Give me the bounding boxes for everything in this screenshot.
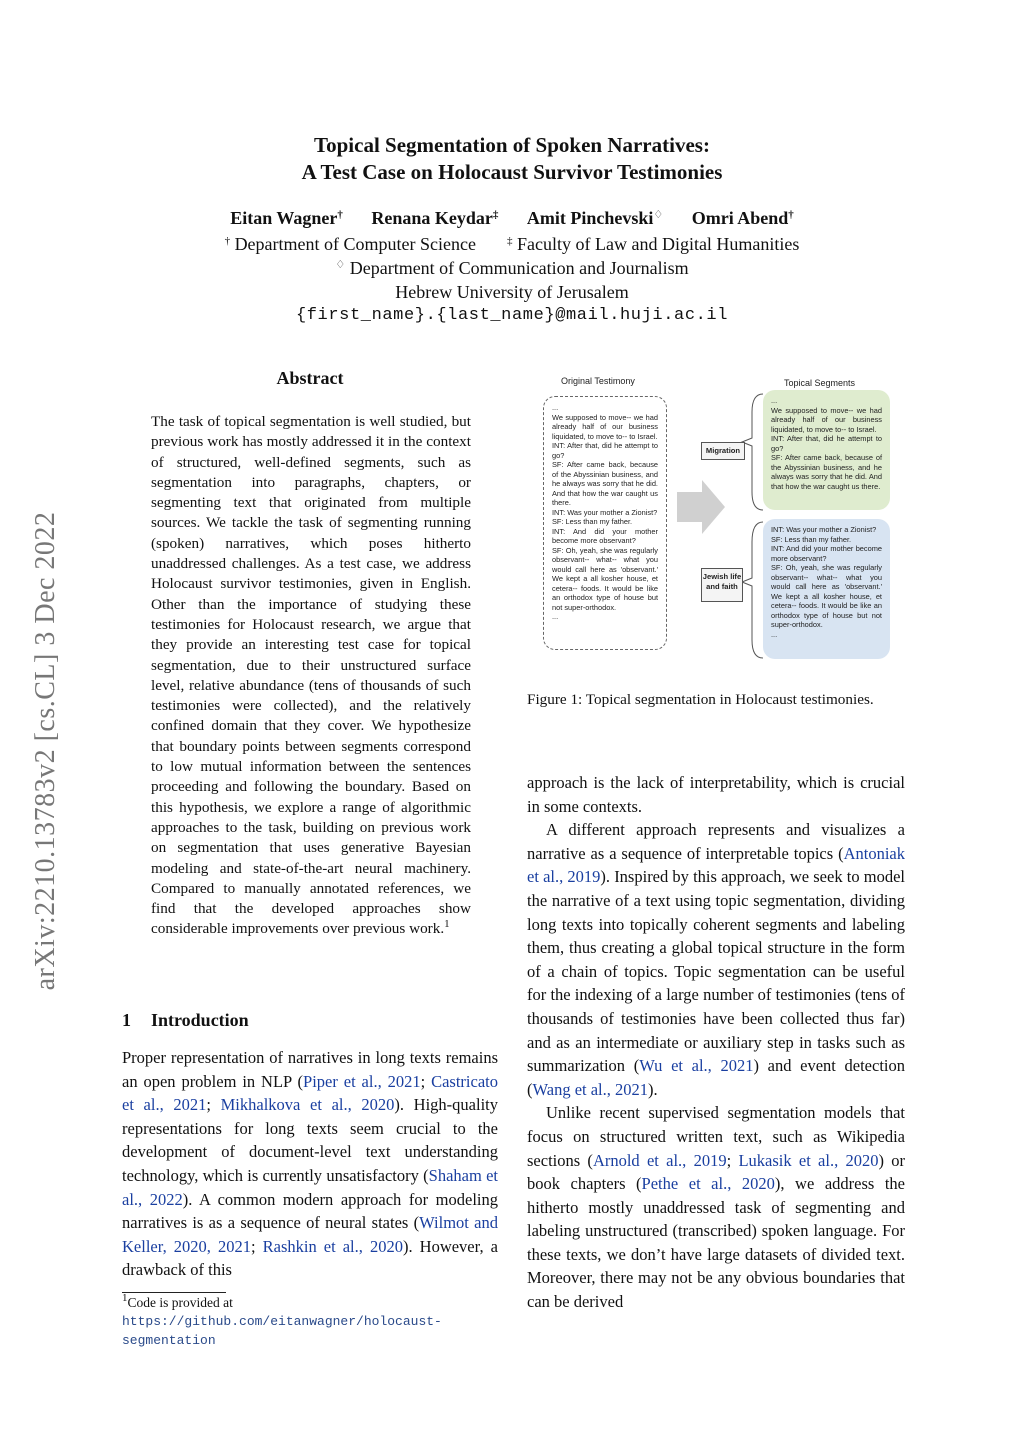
title-line-1: Topical Segmentation of Spoken Narratives:: [314, 133, 710, 157]
author-list: [0, 208, 1024, 229]
citation-link[interactable]: Piper et al., 2021: [303, 1071, 421, 1091]
original-testimony-box: ... We supposed to move-- we had already half of our business liquidated, to move to-- to Israel. INT: After that, did he attempt to go? SF: After came back, because of the Abyssinian business, and he always was sorry that he did. And that how the war caught us there. INT: Was your mother a Zionist? SF: Less than my father. INT: And did your mother become more observant? SF: Oh, yeah, she was regularly observant-- what-- what you would call here as 'observant.' We kept a all kosher house, et cetera-- foods. It would be like an orthodox type of house but not super-orthodox. ...: [543, 396, 667, 650]
bracket-icon: [742, 522, 763, 658]
citation-link[interactable]: Wilmot and Keller, 2020, 2021: [122, 1213, 498, 1256]
paper-title: [0, 132, 1024, 186]
affiliation-line-2: ♢ Department of Communication and Journalism: [335, 258, 689, 278]
citation-link[interactable]: Mikhalkova et al., 2020: [220, 1095, 395, 1115]
author: Amit Pinchevski♢: [526, 208, 664, 228]
code-url-link[interactable]: https://github.com/eitanwagner/holocaust-segmentation: [122, 1314, 442, 1348]
author: Eitan Wagner†: [230, 208, 343, 228]
citation-link[interactable]: Castricato et al., 2021: [122, 1071, 498, 1115]
original-testimony-label: Original Testimony: [561, 376, 635, 386]
author: Renana Keydar‡: [371, 208, 499, 228]
email: {first_name}.{last_name}@mail.huji.ac.il: [295, 306, 729, 325]
section-heading: 1 Introduction: [122, 1010, 249, 1030]
right-column-text: [527, 771, 905, 1314]
affiliation-line-3: Hebrew University of Jerusalem: [395, 282, 629, 302]
author: Omri Abend†: [691, 208, 794, 228]
paragraph: Unlike recent supervised segmentation models that focus on structured written text, such as Wikipedia sections (Arnold et al., 2019; Lukasik et al., 2020) or book chapters (Pethe et al., 2020), we address the hitherto mostly unaddressed task of segmenting and labeling unstructured (transcribed) spoken language. For these texts, we don’t have large datasets of divided text. Moreover, there may not be any obvious boundaries that can be derived: [527, 1103, 905, 1312]
citation-link[interactable]: Wang et al., 2021: [532, 1079, 649, 1099]
affiliations: [0, 232, 1024, 328]
footnote: $^1$Code is provided at https://github.com/eitanwagner/holocaust-segmentation: [122, 1292, 442, 1348]
segment-label-jewish-life: Jewish life and faith: [701, 568, 743, 602]
citation-link[interactable]: Arnold et al., 2019: [592, 1150, 727, 1170]
footnote-rule: [122, 1292, 226, 1293]
affiliation-line-1: † Department of Computer Science ‡ Faculty of Law and Digital Humanities: [224, 234, 800, 254]
citation-link[interactable]: Antoniak et al., 2019: [527, 843, 905, 887]
citation-link[interactable]: Shaham et al., 2022: [122, 1165, 498, 1209]
topical-segments-label: Topical Segments: [784, 378, 856, 388]
intro-paragraph: Proper representation of narratives in long texts remains an open problem in NLP (Piper et al., 2021; Castricato et al., 2021; Mikhalkova et al., 2020). High-quality representations for long texts seem crucial to the development of document-level text understanding technology, which is currently unsatisfactory (Shaham et al., 2022). A common modern approach for modeling narratives is as a sequence of neural states (Wilmot and Keller, 2020, 2021; Rashkin et al., 2020). However, a drawback of this: [122, 1048, 498, 1280]
segment-label-migration: Migration: [701, 442, 745, 460]
citation-link[interactable]: Lukasik et al., 2020: [738, 1150, 879, 1170]
arrow-icon: [677, 480, 725, 534]
title-line-2: A Test Case on Holocaust Survivor Testimonies: [301, 160, 723, 184]
bracket-icon: [742, 394, 763, 510]
citation-link[interactable]: Wu et al., 2021: [639, 1056, 754, 1076]
citation-link[interactable]: Rashkin et al., 2020: [262, 1236, 403, 1256]
abstract-body: The task of topical segmentation is well studied, but previous work has mostly addressed it in the context of structured, well-defined segments, such as segmentation into paragraphs, chapters, or segmenting text that originated from multiple sources. We tackle the task of segmenting running (spoken) narratives, which poses hitherto unaddressed challenges. As a test case, we address Holocaust survivor testimonies, given in English. Other than the importance of studying these testimonies for Holocaust research, we argue that they provide an interesting test case for topical segmentation, due to their unstructured surface level, relative abundance (tens of thousands of such testimonies were collected), and the relatively confined domain that they cover. We hypothesize that boundary points between segments correspond to low mutual information between the sentences proceeding and following the boundary. Based on this hypothesis, we explore a range of algorithmic approaches to the task, building on previous work on segmentation that uses generative Bayesian modeling and state-of-the-art neural machinery. Compared to manually annotated references, we find that the developed approaches show considerable improvements over previous work.$^1$: [151, 413, 471, 938]
paragraph: approach is the lack of interpretability, which is crucial in some contexts.: [527, 773, 905, 816]
topical-segment-2: INT: Was your mother a Zionist? SF: Less than my father. INT: And did your mother become more observant? SF: Oh, yeah, she was regularly observant-- what-- what you would call here as 'observant.' We kept a all kosher house, et cetera-- foods. It would be like an orthodox type of house but not super-orthodox. ...: [763, 519, 890, 659]
topical-segment-1: ... We supposed to move-- we had already half of our business liquidated, to move to-- to Israel. INT: After that, did he attempt to go? SF: After came back, because of the Abyssinian business, and he always was sorry that he did. And that how the war caught us there.: [763, 390, 890, 510]
abstract-heading: Abstract: [276, 368, 344, 388]
arxiv-identifier: arXiv:2210.13783v2 [cs.CL] 3 Dec 2022: [30, 511, 61, 990]
figure-caption: Figure 1: Topical segmentation in Holocaust testimonies.: [527, 691, 874, 708]
figure-1: [527, 372, 912, 668]
citation-link[interactable]: Pethe et al., 2020: [641, 1174, 775, 1194]
footnote-ref[interactable]: 1: [444, 918, 450, 931]
paragraph: A different approach represents and visualizes a narrative as a sequence of interpretable topics (Antoniak et al., 2019). Inspired by this approach, we seek to model the narrative of a text using topic segmentation, dividing long texts into topically coherent segments and labeling them, thus creating a global topical structure in the form of a chain of topics. Topic segmentation can be useful for the indexing of a large number of testimonies (tens of thousands of testimonies have been collected thus far) and as an intermediate or auxiliary step in tasks such as summarization (Wu et al., 2021) and event detection (Wang et al., 2021).: [527, 820, 905, 1099]
